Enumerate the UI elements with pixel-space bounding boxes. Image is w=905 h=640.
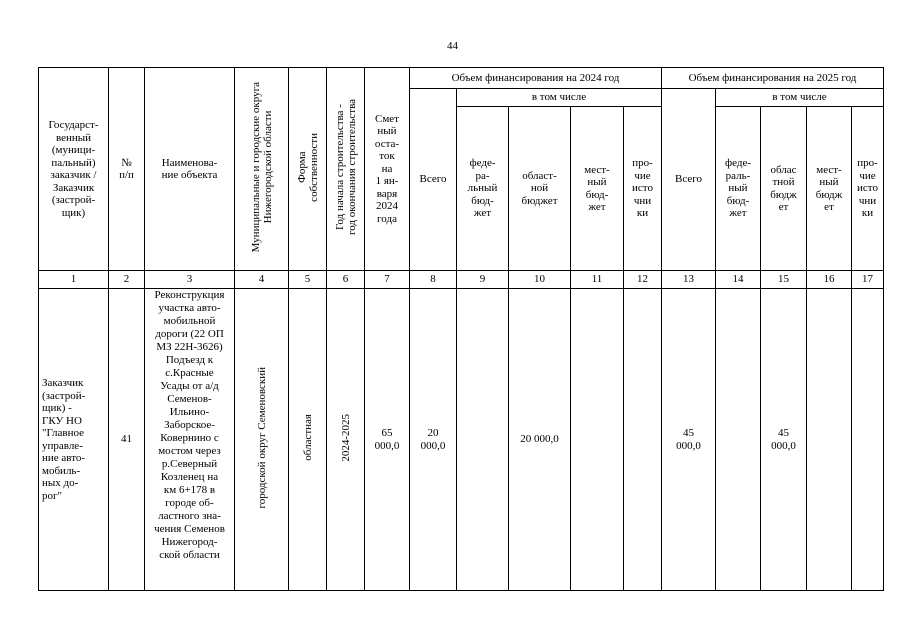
row-federal-2024 <box>457 289 509 591</box>
col-number: 16 <box>807 271 852 289</box>
header-num: № п/п <box>109 68 145 271</box>
table-row <box>39 289 884 591</box>
row-federal-2025 <box>716 289 761 591</box>
row-total-2024: 20 000,0 <box>410 289 457 591</box>
col-number: 7 <box>365 271 410 289</box>
row-regional-2024: 20 000,0 <box>509 289 571 591</box>
row-num: 41 <box>109 289 145 591</box>
header-including-2025: в том числе <box>716 89 884 107</box>
header-object-name: Наименова- ние объекта <box>145 68 235 271</box>
col-number: 10 <box>509 271 571 289</box>
row-local-2024 <box>571 289 624 591</box>
row-balance: 65 000,0 <box>365 289 410 591</box>
col-number: 4 <box>235 271 289 289</box>
header-ownership: Форма собственности <box>289 68 327 271</box>
col-number: 3 <box>145 271 235 289</box>
row-district: городской округ Семеновский <box>235 289 289 591</box>
row-ownership: областная <box>289 289 327 591</box>
col-number: 8 <box>410 271 457 289</box>
header-district: Муниципальные и городские округа Нижегородской области <box>235 68 289 271</box>
header-total-2024: Всего <box>410 89 457 271</box>
col-number: 15 <box>761 271 807 289</box>
row-other-2024 <box>624 289 662 591</box>
header-fin-2025: Объем финансирования на 2025 год <box>662 68 884 89</box>
row-local-2025 <box>807 289 852 591</box>
col-number: 17 <box>852 271 884 289</box>
row-regional-2025: 45 000,0 <box>761 289 807 591</box>
col-number: 12 <box>624 271 662 289</box>
page-number: 44 <box>447 40 458 52</box>
row-years: 2024-2025 <box>327 289 365 591</box>
col-number: 1 <box>39 271 109 289</box>
header-federal-2025: феде- раль- ный бюд- жет <box>716 107 761 271</box>
row-other-2025 <box>852 289 884 591</box>
header-customer: Государст- венный (муници- пальный) заказчик / Заказчик (застрой- щик) <box>39 68 109 271</box>
header-regional-2024: област- ной бюджет <box>509 107 571 271</box>
header-local-2024: мест- ный бюд- жет <box>571 107 624 271</box>
col-number: 9 <box>457 271 509 289</box>
col-number: 2 <box>109 271 145 289</box>
col-number: 13 <box>662 271 716 289</box>
header-other-2025: про- чие исто чни ки <box>852 107 884 271</box>
row-customer: Заказчик (застрой- щик) - ГКУ НО "Главное управле- ние авто- мобиль- ных до- рог" <box>39 289 109 591</box>
header-total-2025: Всего <box>662 89 716 271</box>
header-balance: Смет ный оста- ток на 1 ян- варя 2024 года <box>365 68 410 271</box>
header-including-2024: в том числе <box>457 89 662 107</box>
header-federal-2024: феде- ра- льный бюд- жет <box>457 107 509 271</box>
row-object-name: Реконструкция участка авто- мобильной дороги (22 ОП МЗ 22Н-3626) Подъезд к с.Красные Усады от а/д Семенов- Ильино- Заборское- Ковернино с мостом через р.Северный Козленец на км 6+178 в городе об- ластного зна- чения Семенов Нижегород- ской области <box>145 289 235 591</box>
col-number: 11 <box>571 271 624 289</box>
col-number: 14 <box>716 271 761 289</box>
col-number: 6 <box>327 271 365 289</box>
column-number-row <box>39 271 884 289</box>
header-other-2024: про- чие исто чни ки <box>624 107 662 271</box>
col-number: 5 <box>289 271 327 289</box>
header-fin-2024: Объем финансирования на 2024 год <box>410 68 662 89</box>
row-total-2025: 45 000,0 <box>662 289 716 591</box>
header-regional-2025: облас тной бюдж ет <box>761 107 807 271</box>
header-years: Год начала строительства - год окончания строительства <box>327 68 365 271</box>
financing-table <box>38 67 884 591</box>
header-local-2025: мест- ный бюдж ет <box>807 107 852 271</box>
